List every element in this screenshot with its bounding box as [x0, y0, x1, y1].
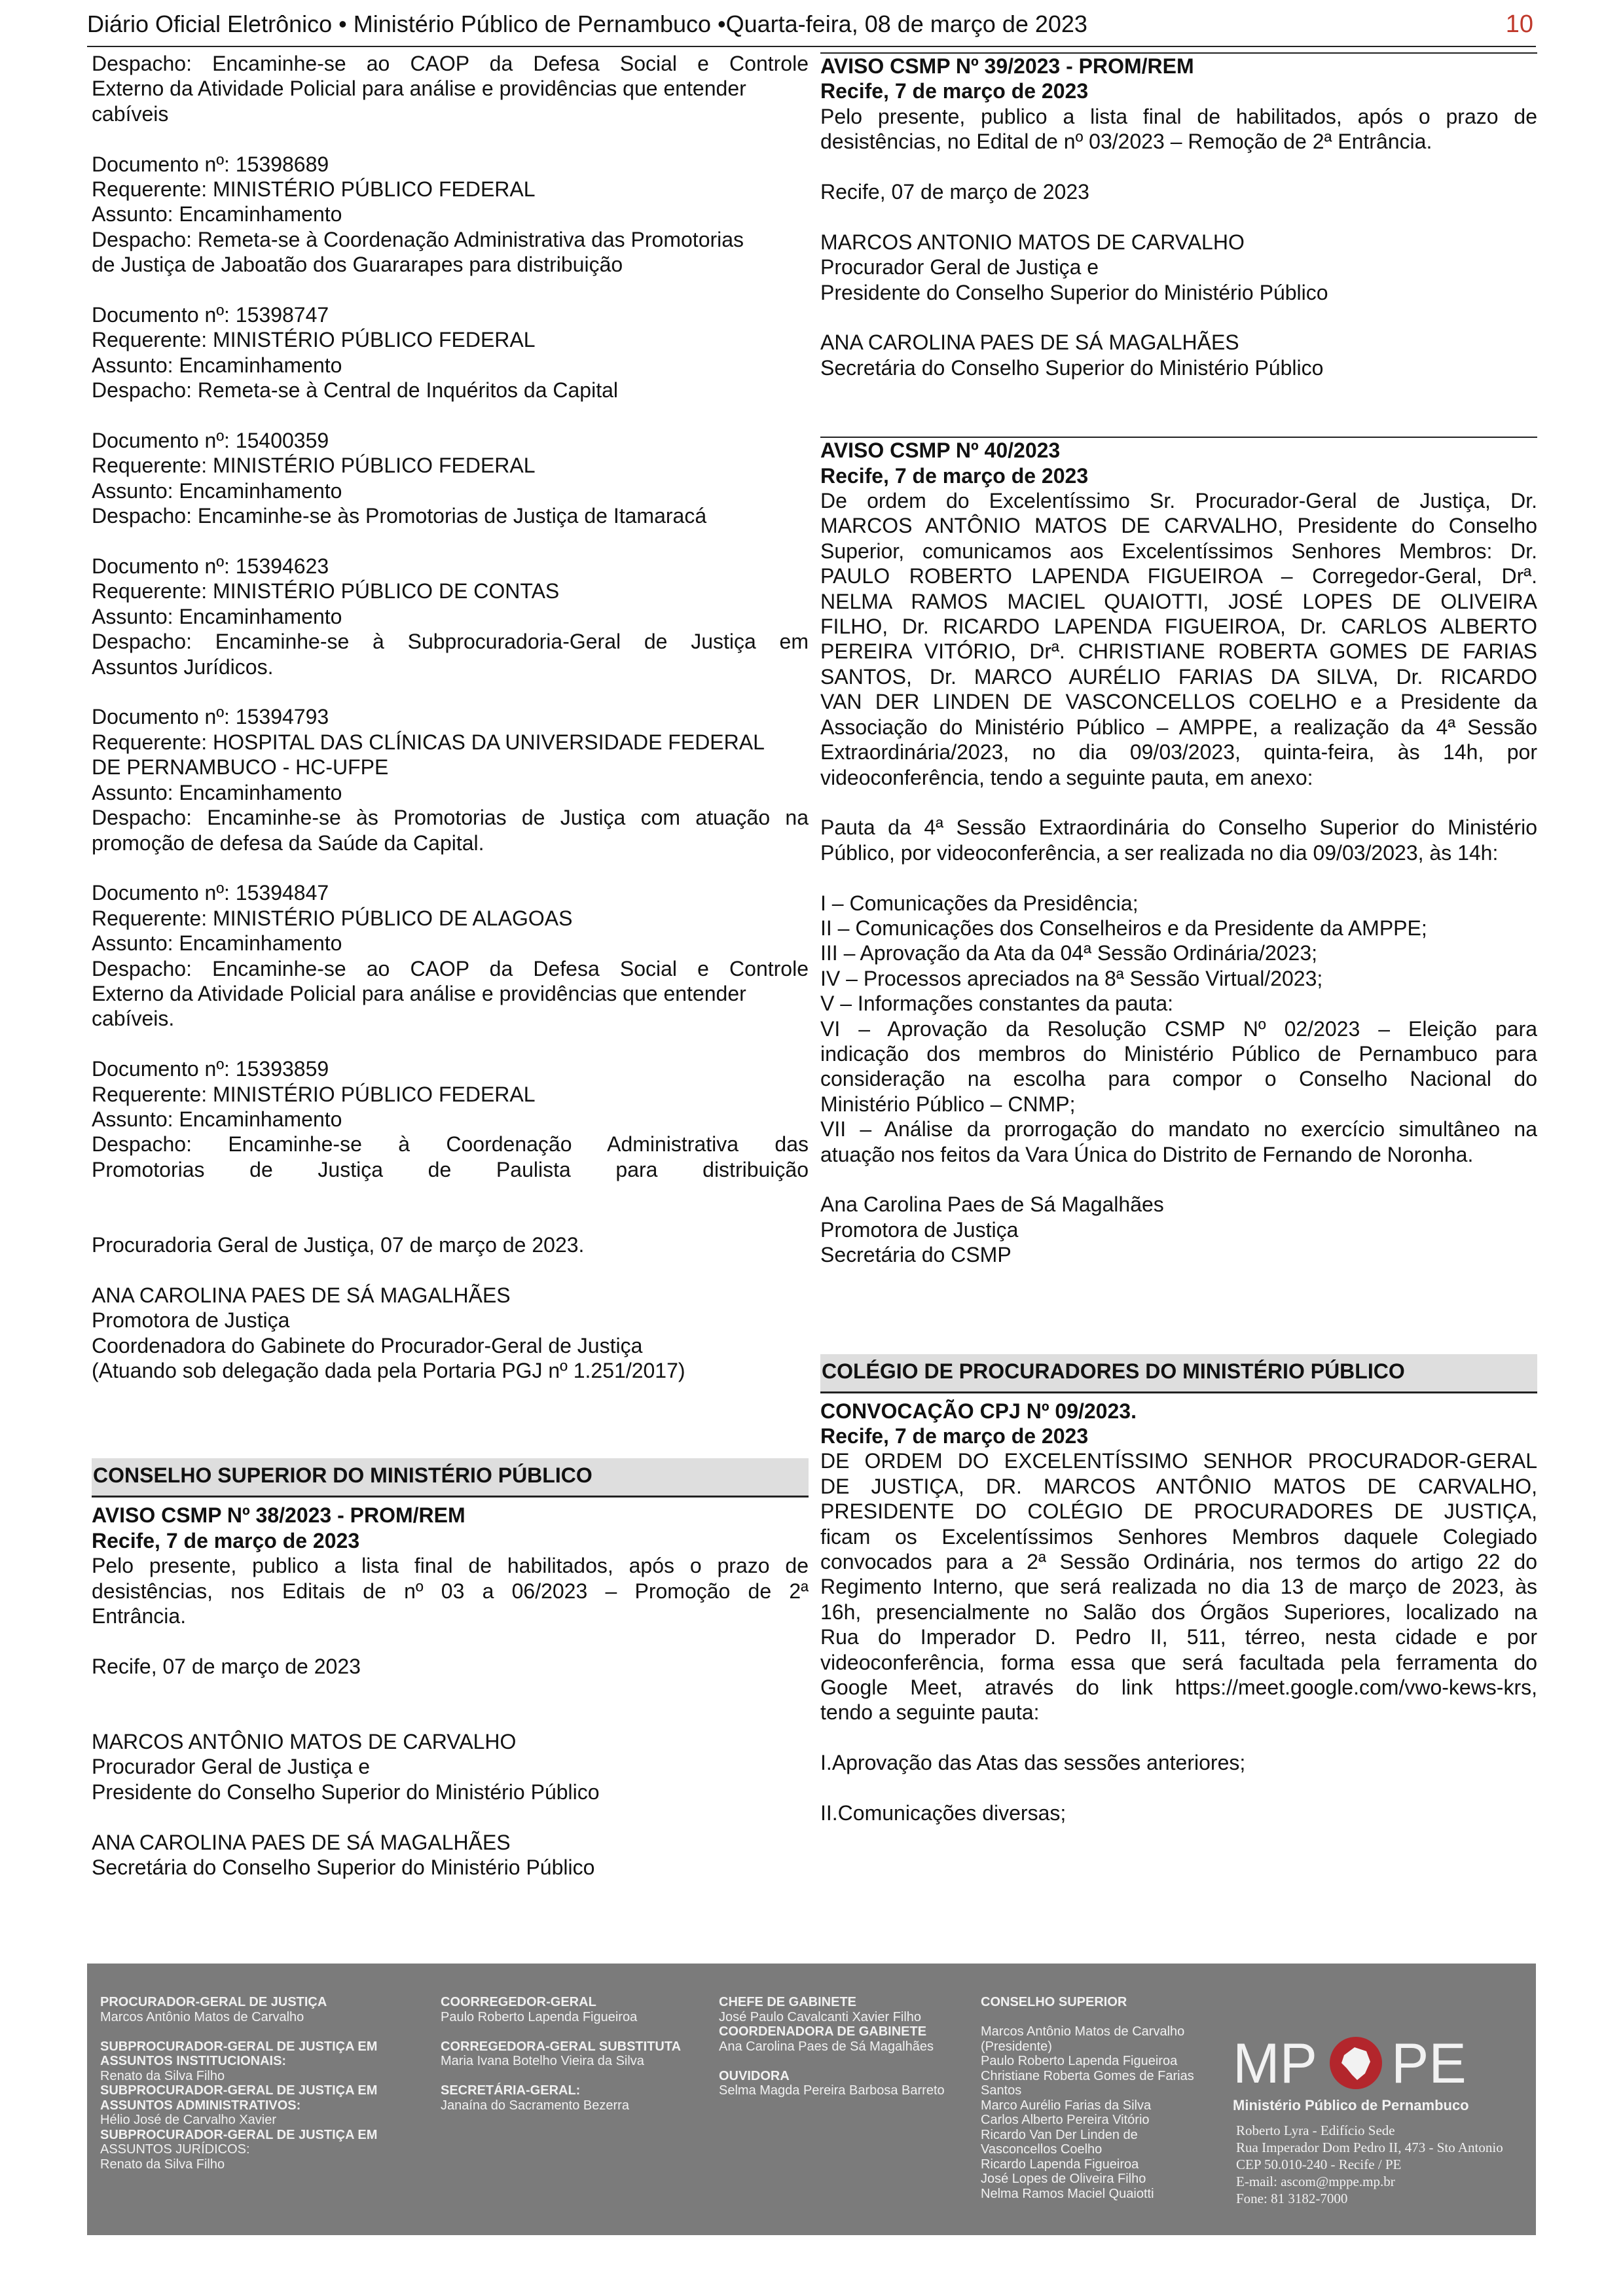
doc-requester: Requerente: MINISTÉRIO PÚBLICO FEDERAL	[92, 454, 536, 478]
pauta-item: Ministério Público – CNMP;	[820, 1092, 1076, 1116]
pauta-item: IV – Processos apreciados na 8ª Sessão Virtual/2023;	[820, 966, 1323, 990]
pauta-item: II – Comunicações dos Conselheiros e da Presidente da AMPPE;	[820, 916, 1427, 940]
footer-col-conselho	[981, 1995, 1194, 2201]
aviso40-body: NELMA RAMOS MACIEL QUAIOTTI, JOSÉ LOPES DE OLIVEIRA	[820, 589, 1537, 613]
pauta-item: VI – Aprovação da Resolução CSMP Nº 02/2023 – Eleição para	[820, 1016, 1537, 1041]
aviso40-title: AVISO CSMP Nº 40/2023	[820, 439, 1061, 463]
aviso38-place: Recife, 07 de março de 2023	[92, 1654, 361, 1678]
footer-text: Hélio José de Carvalho Xavier	[100, 2113, 277, 2127]
intro-line: cabíveis	[92, 101, 169, 126]
footer-heading: SUBPROCURADOR-GERAL DE JUSTIÇA EM	[100, 2083, 378, 2098]
page-header	[87, 8, 1536, 47]
aviso40-body: De ordem do Excelentíssimo Sr. Procurador-Geral de Justiça, Dr.	[820, 489, 1537, 513]
pauta-item: atuação nos feitos da Vara Única do Distrito de Fernando de Noronha.	[820, 1142, 1474, 1166]
doc-number: Documento nº: 15393859	[92, 1057, 329, 1081]
doc-dispatch: cabíveis.	[92, 1007, 175, 1031]
footer-heading: SUBPROCURADOR-GERAL DE JUSTIÇA EM	[100, 2127, 378, 2142]
footer-text: Ana Carolina Paes de Sá Magalhães	[719, 2039, 934, 2054]
footer-col-gabinete	[719, 1995, 945, 2098]
footer-heading: COORREGEDOR-GERAL	[441, 1995, 596, 2009]
pauta-item: III – Aprovação da Ata da 04ª Sessão Ordinária/2023;	[820, 941, 1318, 965]
aviso38-body: Entrância.	[92, 1604, 187, 1628]
document-entry	[92, 302, 809, 403]
doc-subject: Assunto: Encaminhamento	[92, 931, 342, 956]
aviso39-body: Pelo presente, publico a lista final de habilitados, após o prazo de	[820, 104, 1537, 128]
pauta-item: consideração na escolha para compor o Conselho Nacional do	[820, 1067, 1537, 1091]
logo-mp-text: MP	[1233, 2032, 1317, 2095]
aviso39-date: Recife, 7 de março de 2023	[820, 79, 1089, 103]
doc-requester: Requerente: MINISTÉRIO PÚBLICO FEDERAL	[92, 177, 536, 202]
aviso38-sig2: ANA CAROLINA PAES DE SÁ MAGALHÃES	[92, 1830, 511, 1854]
footer	[87, 1964, 1536, 2235]
footer-heading: OUVIDORA	[719, 2068, 790, 2083]
aviso38-body: desistências, nos Editais de nº 03 a 06/2023 – Promoção de 2ª	[92, 1579, 809, 1603]
doc-requester: Requerente: HOSPITAL DAS CLÍNICAS DA UNIVERSIDADE FEDERAL	[92, 730, 765, 754]
closing-role: (Atuando sob delegação dada pela Portaria PGJ nº 1.251/2017)	[92, 1358, 685, 1382]
footer-text: Santos	[981, 2083, 1022, 2098]
doc-subject: Assunto: Encaminhamento	[92, 780, 342, 804]
doc-subject: Assunto: Encaminhamento	[92, 478, 342, 503]
aviso40-body: PAULO ROBERTO LAPENDA FIGUEIROA – Corregedor-Geral, Drª.	[820, 564, 1537, 588]
address-line: CEP 50.010-240 - Recife / PE	[1236, 2157, 1402, 2172]
footer-col-pgj	[100, 1995, 377, 2172]
aviso39-sig1-role: Presidente do Conselho Superior do Ministério Público	[820, 280, 1328, 304]
address-line: Roberto Lyra - Edifício Sede	[1236, 2123, 1395, 2138]
doc-dispatch: Assuntos Jurídicos.	[92, 655, 274, 679]
footer-heading: SECRETÁRIA-GERAL:	[441, 2083, 581, 2098]
aviso39-place: Recife, 07 de março de 2023	[820, 180, 1089, 204]
doc-dispatch: Despacho: Encaminhe-se às Promotorias de Justiça com atuação na	[92, 806, 809, 830]
closing-signature-name: ANA CAROLINA PAES DE SÁ MAGALHÃES	[92, 1283, 511, 1307]
aviso40-body: PEREIRA VITÓRIO, Drª. CHRISTIANE ROBERTA GOMES DE FARIAS	[820, 639, 1537, 664]
doc-requester: Requerente: MINISTÉRIO PÚBLICO FEDERAL	[92, 328, 536, 352]
doc-dispatch: Despacho: Encaminhe-se à Coordenação Administrativa das	[92, 1132, 809, 1157]
document-entry	[92, 880, 809, 1031]
conv-body: convocados para a 2ª Sessão Ordinária, nos termos do artigo 22 do	[820, 1550, 1537, 1574]
doc-number: Documento nº: 15394847	[92, 881, 329, 905]
doc-dispatch: Despacho: Remeta-se à Central de Inquéritos da Capital	[92, 378, 618, 403]
conv-title: CONVOCAÇÃO CPJ Nº 09/2023.	[820, 1399, 1137, 1423]
footer-text: Janaína do Sacramento Bezerra	[441, 2098, 629, 2113]
aviso38-sig1-role: Procurador Geral de Justiça e	[92, 1755, 371, 1779]
doc-requester: Requerente: MINISTÉRIO PÚBLICO DE ALAGOAS	[92, 906, 573, 930]
footer-heading: PROCURADOR-GERAL DE JUSTIÇA	[100, 1995, 327, 2009]
aviso38-title: AVISO CSMP Nº 38/2023 - PROM/REM	[92, 1503, 465, 1528]
conv-body: Regimento Interno, que será realizada no dia 13 de março de 2023, às	[820, 1575, 1537, 1599]
footer-text: Paulo Roberto Lapenda Figueiroa	[441, 2009, 638, 2024]
header-title: Diário Oficial Eletrônico • Ministério Público de Pernambuco •Quarta-feira, 08 de março de 2023	[87, 10, 1087, 37]
address-line: Fone: 81 3182-7000	[1236, 2191, 1348, 2206]
address-line: E-mail: ascom@mppe.mp.br	[1236, 2174, 1395, 2189]
footer-text: Carlos Alberto Pereira Vitório	[981, 2113, 1150, 2127]
aviso40-body: Extraordinária/2023, no dia 09/03/2023, quinta-feira, às 14h, por	[820, 740, 1537, 764]
pauta-item: I – Comunicações da Presidência;	[820, 891, 1139, 915]
aviso39-title: AVISO CSMP Nº 39/2023 - PROM/REM	[820, 54, 1194, 78]
conv-date: Recife, 7 de março de 2023	[820, 1424, 1089, 1448]
doc-subject: Assunto: Encaminhamento	[92, 202, 342, 226]
right-column	[820, 51, 1537, 1825]
doc-number: Documento nº: 15394793	[92, 705, 329, 729]
footer-text: Maria Ivana Botelho Vieira da Silva	[441, 2054, 644, 2068]
doc-requester: Requerente: MINISTÉRIO PÚBLICO DE CONTAS	[92, 579, 560, 603]
pauta-item: indicação dos membros do Ministério Público de Pernambuco para	[820, 1041, 1537, 1066]
doc-dispatch: Externo da Atividade Policial para análise e providências que entender	[92, 981, 746, 1005]
aviso39-body: desistências, no Edital de nº 03/2023 – Remoção de 2ª Entrância.	[820, 130, 1432, 154]
aviso40-sig-role: Secretária do CSMP	[820, 1243, 1012, 1267]
footer-heading: CONSELHO SUPERIOR	[981, 1995, 1127, 2009]
doc-number: Documento nº: 15394623	[92, 554, 329, 579]
aviso38-date: Recife, 7 de março de 2023	[92, 1528, 360, 1552]
doc-subject: Assunto: Encaminhamento	[92, 1107, 342, 1131]
aviso40-sig: Ana Carolina Paes de Sá Magalhães	[820, 1193, 1164, 1217]
doc-subject: Assunto: Encaminhamento	[92, 353, 342, 377]
aviso40-pauta: Público, por videoconferência, a ser realizada no dia 09/03/2023, às 14h:	[820, 840, 1499, 865]
footer-heading: COORDENADORA DE GABINETE	[719, 2024, 927, 2039]
mppe-logo	[1233, 2022, 1508, 2121]
conv-body: DE ORDEM DO EXCELENTÍSSIMO SENHOR PROCURADOR-GERAL	[820, 1449, 1537, 1473]
closing-role: Promotora de Justiça	[92, 1308, 290, 1333]
footer-text: Renato da Silva Filho	[100, 2068, 225, 2083]
footer-text: Nelma Ramos Maciel Quaiotti	[981, 2186, 1154, 2201]
aviso40-pauta: Pauta da 4ª Sessão Extraordinária do Conselho Superior do Ministério	[820, 816, 1537, 840]
aviso40-date: Recife, 7 de março de 2023	[820, 463, 1089, 488]
conv-body: 16h, presencialmente no Salão dos Órgãos Superiores, localizado na	[820, 1600, 1537, 1624]
section-heading-cpj: COLÉGIO DE PROCURADORES DO MINISTÉRIO PÚBLICO	[820, 1354, 1537, 1393]
page-number: 10	[1505, 10, 1533, 38]
conv-body: Rua do Imperador D. Pedro II, 511, térreo, nesta cidade e por	[820, 1625, 1537, 1649]
doc-dispatch: Despacho: Encaminhe-se à Subprocuradoria-Geral de Justiça em	[92, 630, 809, 654]
footer-heading: SUBPROCURADOR-GERAL DE JUSTIÇA EM	[100, 2039, 378, 2054]
logo-subtitle: Ministério Público de Pernambuco	[1233, 2097, 1469, 2113]
footer-text: (Presidente)	[981, 2039, 1052, 2054]
doc-dispatch: Despacho: Encaminhe-se às Promotorias de Justiça de Itamaracá	[92, 504, 707, 528]
doc-number: Documento nº: 15400359	[92, 429, 329, 453]
footer-text: Ricardo Lapenda Figueiroa	[981, 2157, 1139, 2172]
aviso39-sig1: MARCOS ANTONIO MATOS DE CARVALHO	[820, 230, 1245, 254]
section-heading-csmp: CONSELHO SUPERIOR DO MINISTÉRIO PÚBLICO	[92, 1458, 809, 1498]
doc-requester: Requerente: MINISTÉRIO PÚBLICO FEDERAL	[92, 1082, 536, 1106]
conv-item: I.Aprovação das Atas das sessões anteriores;	[820, 1751, 1246, 1775]
aviso38-body: Pelo presente, publico a lista final de habilitados, após o prazo de	[92, 1554, 809, 1578]
address-line: Rua Imperador Dom Pedro II, 473 - Sto Antonio	[1236, 2140, 1503, 2155]
aviso39-sig2: ANA CAROLINA PAES DE SÁ MAGALHÃES	[820, 331, 1239, 355]
document-entry	[92, 1056, 809, 1182]
footer-heading: ASSUNTOS ADMINISTRATIVOS:	[100, 2098, 301, 2113]
footer-heading: CHEFE DE GABINETE	[719, 1995, 857, 2009]
aviso40-body: VAN DER LINDEN DE VASCONCELLOS COELHO e a Presidente da	[820, 690, 1537, 714]
logo-pe-text: PE	[1391, 2032, 1467, 2095]
pauta-item: VII – Análise da prorrogação do mandato no exercício simultâneo na	[820, 1117, 1537, 1141]
conv-item: II.Comunicações diversas;	[820, 1801, 1067, 1825]
aviso38-sig1: MARCOS ANTÔNIO MATOS DE CARVALHO	[92, 1730, 517, 1754]
aviso38-sig1-role: Presidente do Conselho Superior do Ministério Público	[92, 1780, 600, 1804]
document-entry	[92, 704, 809, 855]
document-entry	[92, 428, 809, 529]
aviso40-body: MARCOS ANTÔNIO MATOS DE CARVALHO, Presidente do Conselho	[820, 514, 1537, 538]
doc-number: Documento nº: 15398747	[92, 303, 329, 327]
aviso38-sig2-role: Secretária do Conselho Superior do Ministério Público	[92, 1856, 595, 1880]
footer-text: Renato da Silva Filho	[100, 2157, 225, 2172]
aviso40-sig-role: Promotora de Justiça	[820, 1217, 1019, 1242]
left-column	[92, 51, 809, 1880]
conv-body: Google Meet, através do link https://meet.google.com/vwo-kews-krs,	[820, 1676, 1537, 1700]
closing-place: Procuradoria Geral de Justiça, 07 de março de 2023.	[92, 1232, 585, 1257]
pauta-item: V – Informações constantes da pauta:	[820, 992, 1173, 1016]
doc-dispatch: Despacho: Encaminhe-se ao CAOP da Defesa Social e Controle	[92, 956, 809, 980]
doc-dispatch: Promotorias de Justiça de Paulista para distribuição	[92, 1157, 809, 1181]
footer-address	[1236, 2122, 1503, 2207]
conv-body: tendo a seguinte pauta:	[820, 1700, 1040, 1725]
doc-dispatch: Despacho: Remeta-se à Coordenação Administrativa das Promotorias	[92, 227, 744, 251]
intro-line: Despacho: Encaminhe-se ao CAOP da Defesa Social e Controle	[92, 52, 809, 75]
footer-text: José Lopes de Oliveira Filho	[981, 2172, 1146, 2186]
aviso39-sig2-role: Secretária do Conselho Superior do Ministério Público	[820, 355, 1324, 380]
footer-text: Marco Aurélio Farias da Silva	[981, 2098, 1152, 2113]
conv-body: videoconferência, forma essa que será facultada pela ferramenta do	[820, 1650, 1537, 1674]
doc-subject: Assunto: Encaminhamento	[92, 604, 342, 628]
aviso40-body: Associação do Ministério Público – AMPPE, a realização da 4ª Sessão	[820, 715, 1537, 739]
footer-heading: CORREGEDORA-GERAL SUBSTITUTA	[441, 2039, 682, 2054]
footer-text: Paulo Roberto Lapenda Figueiroa	[981, 2054, 1178, 2068]
aviso40-body: Superior, comunicamos aos Excelentíssimos Senhores Membros: Dr.	[820, 539, 1537, 563]
document-entry	[92, 152, 809, 278]
conv-body: ficam os Excelentíssimos Senhores Membros daquele Colegiado	[820, 1524, 1537, 1549]
footer-text: Marcos Antônio Matos de Carvalho	[100, 2009, 304, 2024]
doc-number: Documento nº: 15398689	[92, 152, 329, 176]
footer-text: Vasconcellos Coelho	[981, 2142, 1103, 2157]
document-entry	[92, 554, 809, 679]
aviso40-body: FILHO, Dr. RICARDO LAPENDA FIGUEIROA, Dr. CARLOS ALBERTO	[820, 615, 1537, 639]
doc-requester: DE PERNAMBUCO - HC-UFPE	[92, 755, 389, 780]
closing-role: Coordenadora do Gabinete do Procurador-Geral de Justiça	[92, 1333, 643, 1357]
doc-dispatch: promoção de defesa da Saúde da Capital.	[92, 831, 484, 855]
footer-text: Selma Magda Pereira Barbosa Barreto	[719, 2083, 945, 2098]
conv-body: DE JUSTIÇA, DR. MARCOS ANTÔNIO MATOS DE CARVALHO,	[820, 1474, 1537, 1498]
aviso40-body: videoconferência, tendo a seguinte pauta, em anexo:	[820, 765, 1313, 789]
footer-col-corregedoria	[441, 1995, 681, 2113]
intro-line: Externo da Atividade Policial para análise e providências que entender	[92, 77, 746, 101]
footer-text: ASSUNTOS JURÍDICOS:	[100, 2142, 250, 2157]
conv-body: PRESIDENTE DO COLÉGIO DE PROCURADORES DE JUSTIÇA,	[820, 1499, 1537, 1524]
footer-text: Marcos Antônio Matos de Carvalho	[981, 2024, 1185, 2039]
footer-text: José Paulo Cavalcanti Xavier Filho	[719, 2009, 922, 2024]
doc-dispatch: de Justiça de Jaboatão dos Guararapes para distribuição	[92, 253, 623, 277]
aviso39-sig1-role: Procurador Geral de Justiça e	[820, 255, 1099, 279]
footer-heading: ASSUNTOS INSTITUCIONAIS:	[100, 2054, 287, 2068]
aviso40-body: SANTOS, Dr. MARCO AURÉLIO FARIAS DA SILVA, Dr. RICARDO	[820, 664, 1537, 689]
footer-text: Ricardo Van Der Linden de	[981, 2127, 1138, 2142]
footer-text: Christiane Roberta Gomes de Farias	[981, 2068, 1194, 2083]
